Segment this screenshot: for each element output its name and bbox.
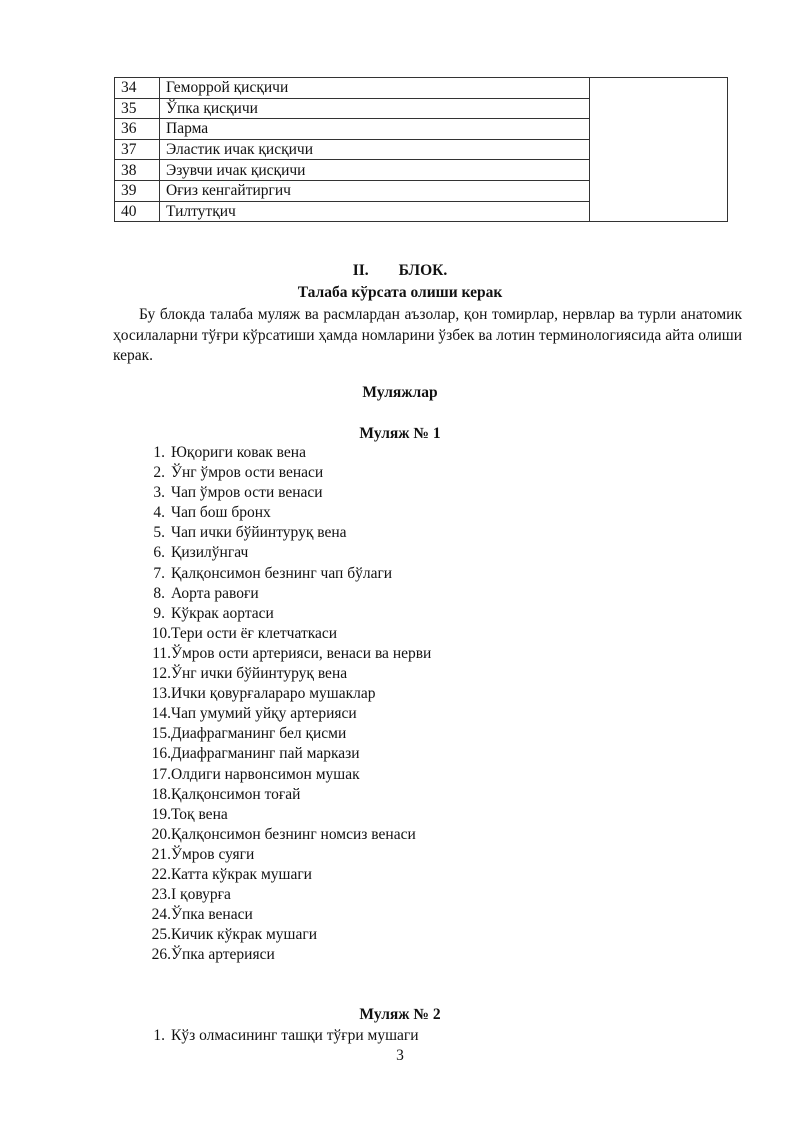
list-item: [140, 564, 431, 584]
list-item-text: Қалқонсимон безнинг чап бўлаги: [171, 564, 393, 582]
list-item: [140, 744, 431, 764]
mulyazhlar-heading: Муляжлар: [362, 384, 438, 401]
list-item: [140, 865, 431, 885]
row-number: 38: [115, 160, 160, 181]
list-item-text: Кўз олмасининг ташқи тўғри мушаги: [171, 1027, 419, 1044]
list-item: [140, 704, 431, 724]
list-item: [140, 503, 431, 523]
list-item: [140, 543, 431, 563]
list-item-number: 6.: [153, 544, 165, 562]
list-item: [140, 885, 431, 905]
list-item-number: 18.: [151, 785, 171, 803]
list-item: [140, 845, 431, 865]
list-item-text: Ўмров суяги: [171, 845, 255, 863]
list-item-number: 20.: [151, 825, 171, 843]
list-item: [140, 624, 431, 644]
block-heading: [0, 262, 800, 280]
list-item: [140, 724, 431, 744]
list-item: [140, 925, 431, 945]
list-item-number: 13.: [151, 685, 171, 703]
list-item-number: 16.: [151, 745, 171, 763]
list-item-number: 15.: [151, 725, 171, 743]
list-item-text: Кўкрак аортаси: [171, 604, 274, 622]
list-item-number: 10.: [151, 624, 171, 642]
list-item-number: 14.: [151, 705, 171, 723]
row-number: 37: [115, 139, 160, 160]
mulyazh-1-heading: Муляж № 1: [359, 425, 441, 442]
row-number: 39: [115, 180, 160, 201]
row-name: Ўпка қисқичи: [160, 98, 590, 119]
list-item-text: Диафрагманинг пай маркази: [171, 745, 360, 763]
list-item-number: 7.: [153, 564, 165, 582]
list-item-text: Ўнг ички бўйинтуруқ вена: [171, 665, 348, 683]
list-item-text: Диафрагманинг бел қисми: [171, 725, 347, 743]
list-item: [140, 1026, 419, 1046]
list-item: [140, 483, 431, 503]
list-item-number: 11.: [152, 644, 171, 662]
row-name: Эзувчи ичак қисқичи: [160, 160, 590, 181]
list-item-text: Қалқонсимон тоғай: [171, 785, 301, 803]
mulyazh-2-list: [140, 1026, 419, 1046]
list-item-text: Ўпка венаси: [171, 906, 253, 924]
row-number: 34: [115, 78, 160, 99]
row-name: Эластик ичак қисқичи: [160, 139, 590, 160]
list-item-number: 17.: [151, 765, 171, 783]
list-item: [140, 644, 431, 664]
list-item-text: Кичик кўкрак мушаги: [171, 926, 318, 944]
list-item-number: 8.: [153, 584, 165, 602]
row-name: Геморрой қисқичи: [160, 78, 590, 99]
row-name: Тилтутқич: [160, 201, 590, 222]
list-item-text: I қовурға: [171, 886, 231, 904]
list-item-text: Чап бош бронх: [171, 504, 271, 522]
list-item-number: 19.: [151, 805, 171, 823]
block-title: БЛОК.: [398, 262, 448, 279]
list-item-text: Чап ўмров ости венаси: [171, 484, 323, 502]
list-item-number: 22.: [151, 865, 171, 883]
instruments-table: [114, 77, 728, 222]
list-item-text: Чап ички бўйинтуруқ вена: [171, 524, 347, 542]
list-item-text: Юқориги ковак вена: [171, 444, 306, 461]
row-number: 35: [115, 98, 160, 119]
list-item-text: Олдиги нарвонсимон мушак: [171, 765, 360, 783]
row-name: Оғиз кенгайтиргич: [160, 180, 590, 201]
list-item: [140, 584, 431, 604]
list-item-text: Аорта равоғи: [171, 584, 259, 602]
list-item-text: Ички қовурғалараро мушаклар: [171, 685, 376, 703]
list-item: [140, 945, 431, 965]
list-item: [140, 905, 431, 925]
list-item: [140, 765, 431, 785]
list-item: [140, 785, 431, 805]
list-item: [140, 604, 431, 624]
list-item-text: Катта кўкрак мушаги: [171, 865, 312, 883]
row-name: Парма: [160, 119, 590, 140]
list-item-number: 23.: [151, 886, 171, 904]
list-item-text: Чап умумий уйқу артерияси: [171, 705, 357, 723]
list-item: [140, 805, 431, 825]
mulyazh-2-heading: Муляж № 2: [359, 1006, 441, 1023]
table-row: [115, 78, 728, 99]
list-item-number: 4.: [153, 504, 165, 522]
row-number: 36: [115, 119, 160, 140]
list-item-text: Қалқонсимон безнинг номсиз венаси: [171, 825, 416, 843]
list-item: [140, 664, 431, 684]
list-item-number: 12.: [151, 665, 171, 683]
list-item-text: Ўпка артерияси: [171, 946, 275, 964]
list-item-number: 9.: [153, 604, 165, 622]
list-item: [140, 463, 431, 483]
list-item-text: Ўмров ости артерияси, венаси ва нерви: [171, 644, 432, 662]
list-item-text: Тоқ вена: [171, 805, 228, 823]
list-item-text: Қизилўнгач: [171, 544, 249, 562]
block-roman-numeral: II.: [352, 262, 369, 279]
page-number: 3: [396, 1047, 404, 1064]
list-item-number: 26.: [151, 946, 171, 964]
row-number: 40: [115, 201, 160, 222]
mulyazh-1-list: [140, 443, 431, 965]
list-item: [140, 523, 431, 543]
list-item-number: 5.: [153, 524, 165, 542]
list-item-number: 24.: [151, 906, 171, 924]
block-paragraph: Бу блокда талаба муляж ва расмлардан аъзолар, қон томирлар, нервлар ва турли анатомик ҳосилаларни тўғри кўрсатиши ҳамда номларини ўзбек ва лотин терминологиясида айта олиши керак.: [113, 306, 742, 364]
list-item-number: 21.: [151, 845, 171, 863]
list-item-number: 2.: [153, 464, 165, 482]
list-item-text: Ўнг ўмров ости венаси: [171, 464, 324, 482]
list-item-number: 3.: [153, 484, 165, 502]
list-item-number: 25.: [151, 926, 171, 944]
list-item: [140, 825, 431, 845]
list-item: [140, 443, 431, 463]
list-item-text: Тери ости ёғ клетчаткаси: [171, 624, 338, 642]
list-item-number: 1.: [153, 444, 165, 461]
list-item: [140, 684, 431, 704]
empty-cell: [590, 78, 728, 222]
list-item-number: 1.: [153, 1027, 165, 1044]
block-subtitle: Талаба кўрсата олиши керак: [297, 284, 503, 301]
